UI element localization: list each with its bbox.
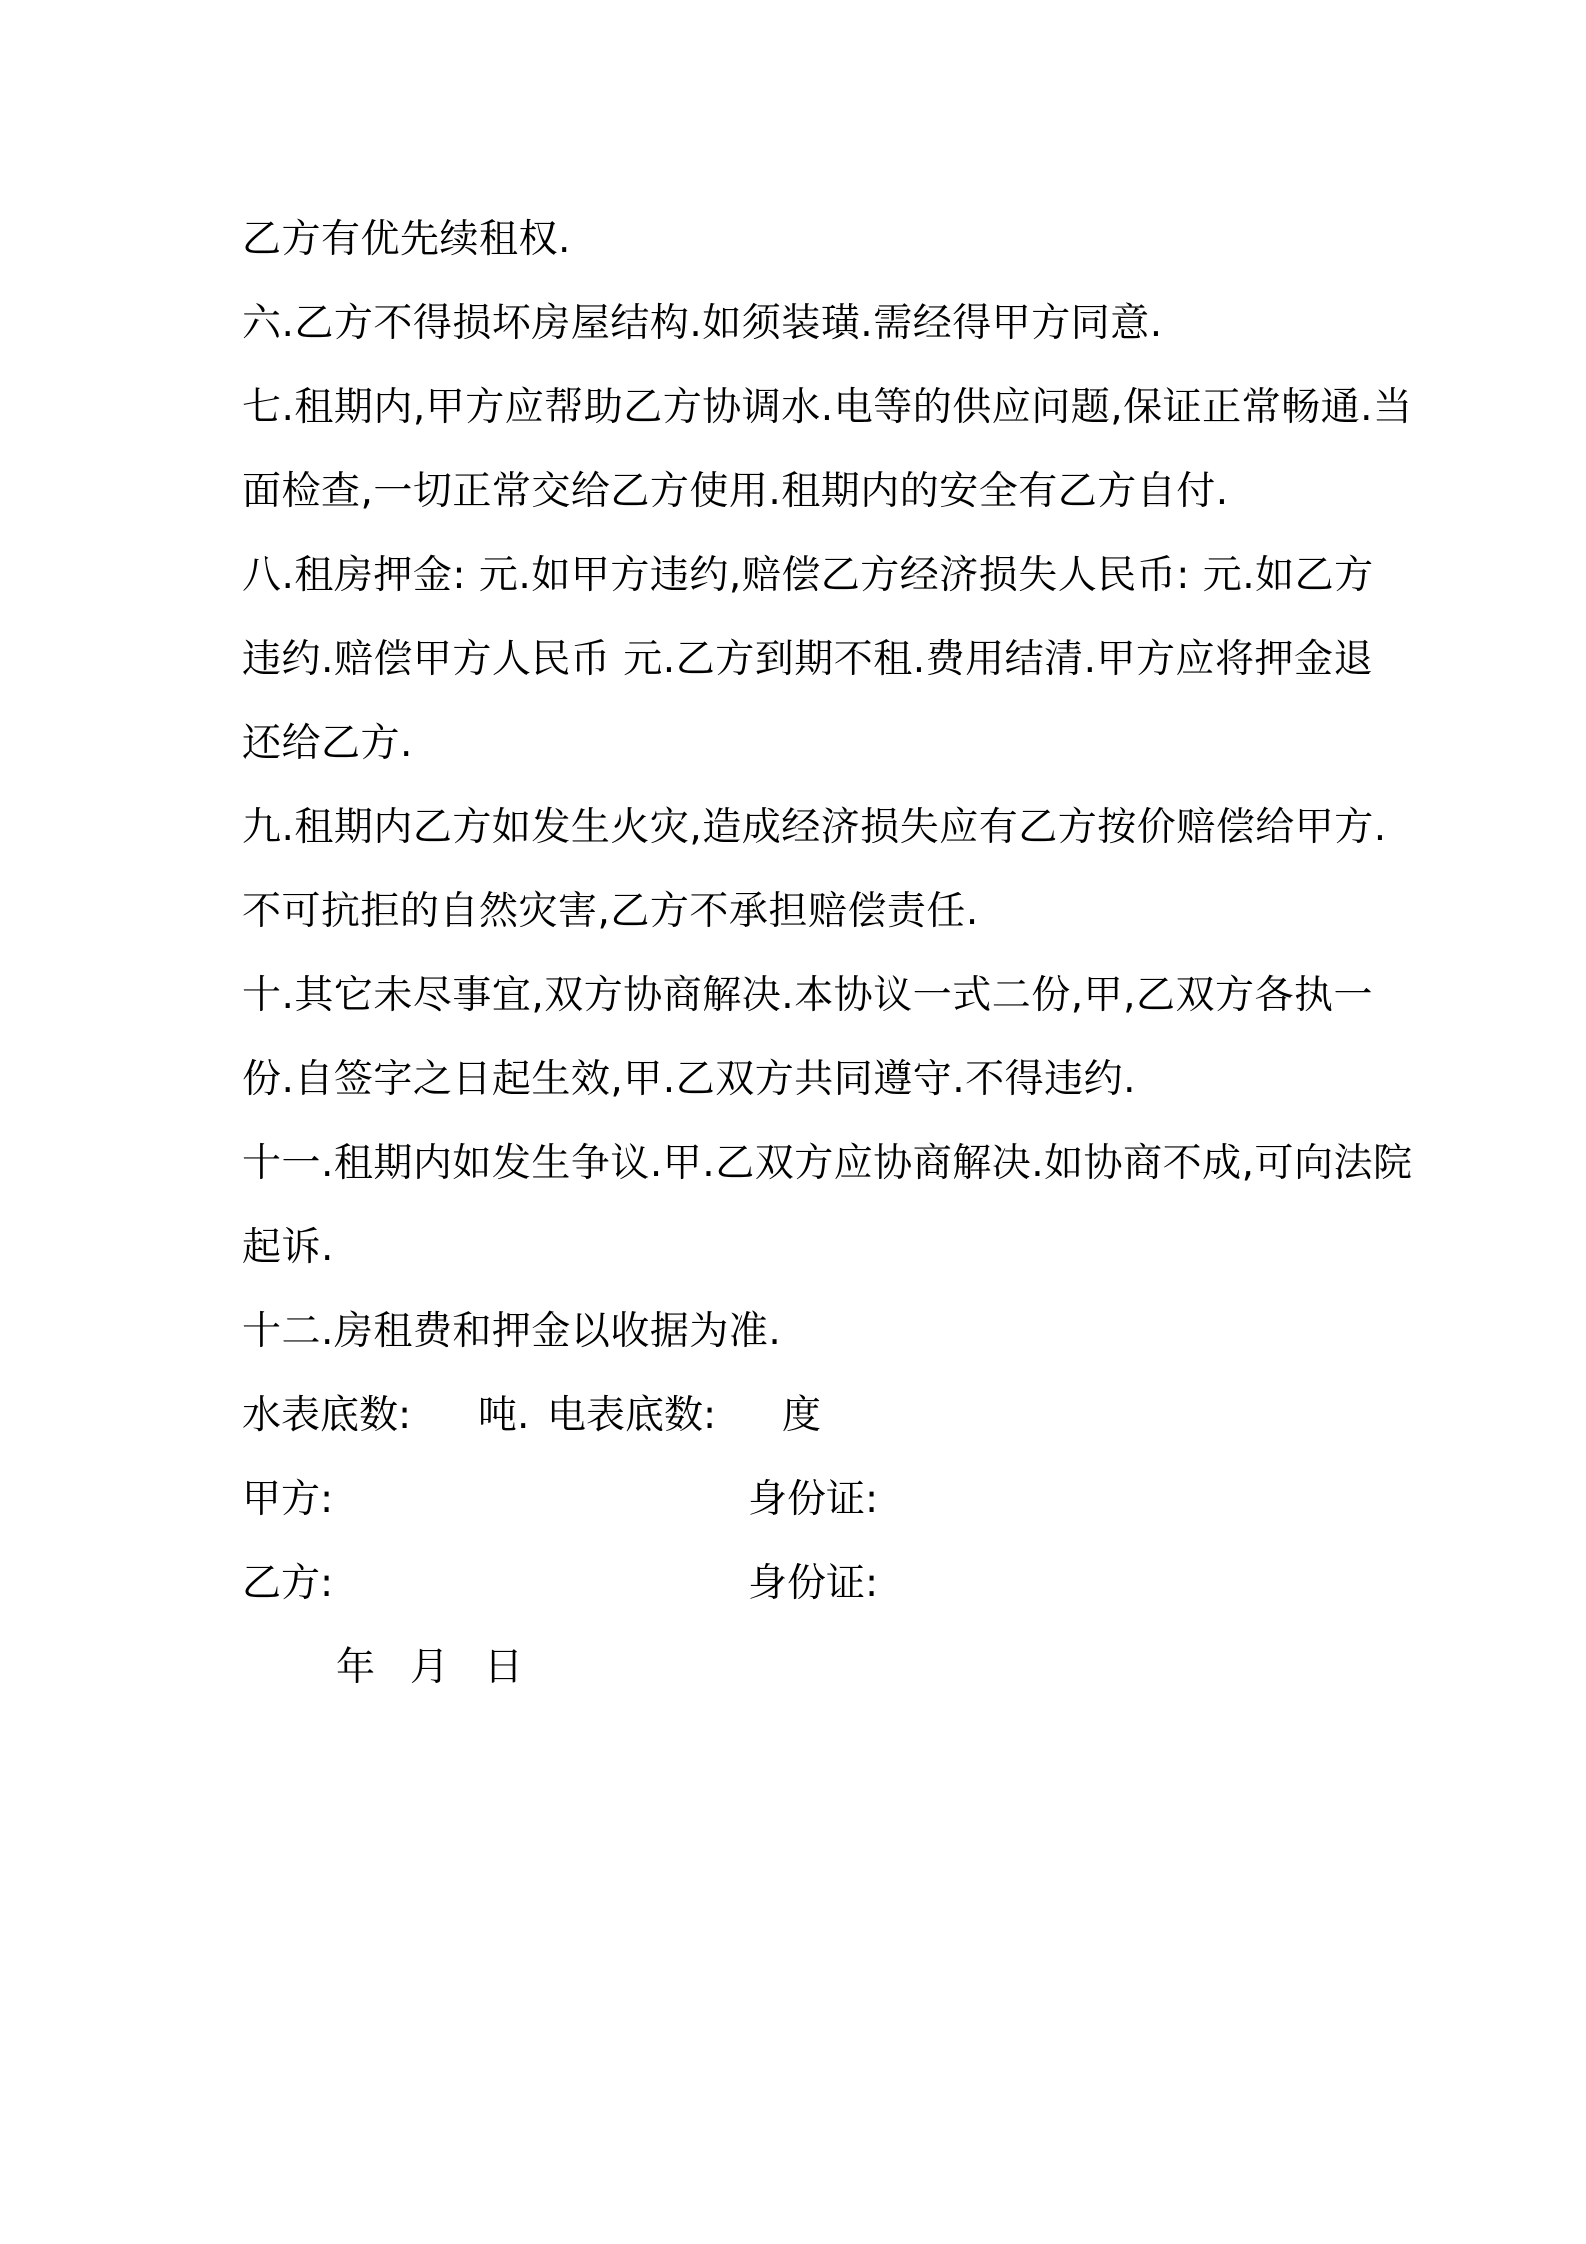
clause-line: 十.其它未尽事宜,双方协商解决.本协议一式二份,甲,乙双方各执一: [242, 973, 1373, 1018]
water-meter-label: 水表底数:: [242, 1393, 412, 1438]
clause-line: 十一.租期内如发生争议.甲.乙双方应协商解决.如协商不成,可向法院: [242, 1141, 1413, 1186]
clause-line: 十二.房租费和押金以收据为准.: [242, 1309, 782, 1354]
clause-line: 面检查,一切正常交给乙方使用.租期内的安全有乙方自付.: [242, 469, 1229, 514]
date-month-label: 月: [410, 1645, 450, 1690]
water-meter-unit: 吨.: [478, 1393, 530, 1438]
clause-line: 还给乙方.: [242, 721, 413, 766]
party-b-id-label: 身份证:: [748, 1561, 879, 1606]
clause-line: 九.租期内乙方如发生火灾,造成经济损失应有乙方按价赔偿给甲方.: [242, 805, 1387, 850]
clause-line: 不可抗拒的自然灾害,乙方不承担赔偿责任.: [242, 889, 979, 934]
signing-date-row: [242, 1626, 1362, 1710]
clause-line: 六.乙方不得损坏房屋结构.如须装璜.需经得甲方同意.: [242, 301, 1163, 346]
party-a-label: 甲方:: [242, 1477, 334, 1522]
party-a-row: [242, 1458, 1362, 1542]
electric-meter-unit: 度: [782, 1393, 822, 1438]
date-year-label: 年: [336, 1645, 376, 1690]
party-b-label: 乙方:: [242, 1561, 334, 1606]
clause-line: 八.租房押金: 元.如甲方违约,赔偿乙方经济损失人民币: 元.如乙方: [242, 553, 1374, 598]
clause-line: 违约.赔偿甲方人民币 元.乙方到期不租.费用结清.甲方应将押金退: [242, 637, 1373, 682]
clause-line: 起诉.: [242, 1225, 334, 1270]
clause-line: 七.租期内,甲方应帮助乙方协调水.电等的供应问题,保证正常畅通.当: [242, 385, 1413, 430]
contract-body: [242, 198, 1413, 1710]
date-day-label: 日: [484, 1645, 524, 1690]
party-a-id-label: 身份证:: [748, 1477, 879, 1522]
meter-reading-row: [242, 1374, 1362, 1458]
clause-line: 份.自签字之日起生效,甲.乙双方共同遵守.不得违约.: [242, 1057, 1136, 1102]
clause-line: 乙方有优先续租权.: [242, 217, 571, 262]
electric-meter-label: 电表底数:: [547, 1393, 717, 1438]
party-b-row: [242, 1542, 1362, 1626]
